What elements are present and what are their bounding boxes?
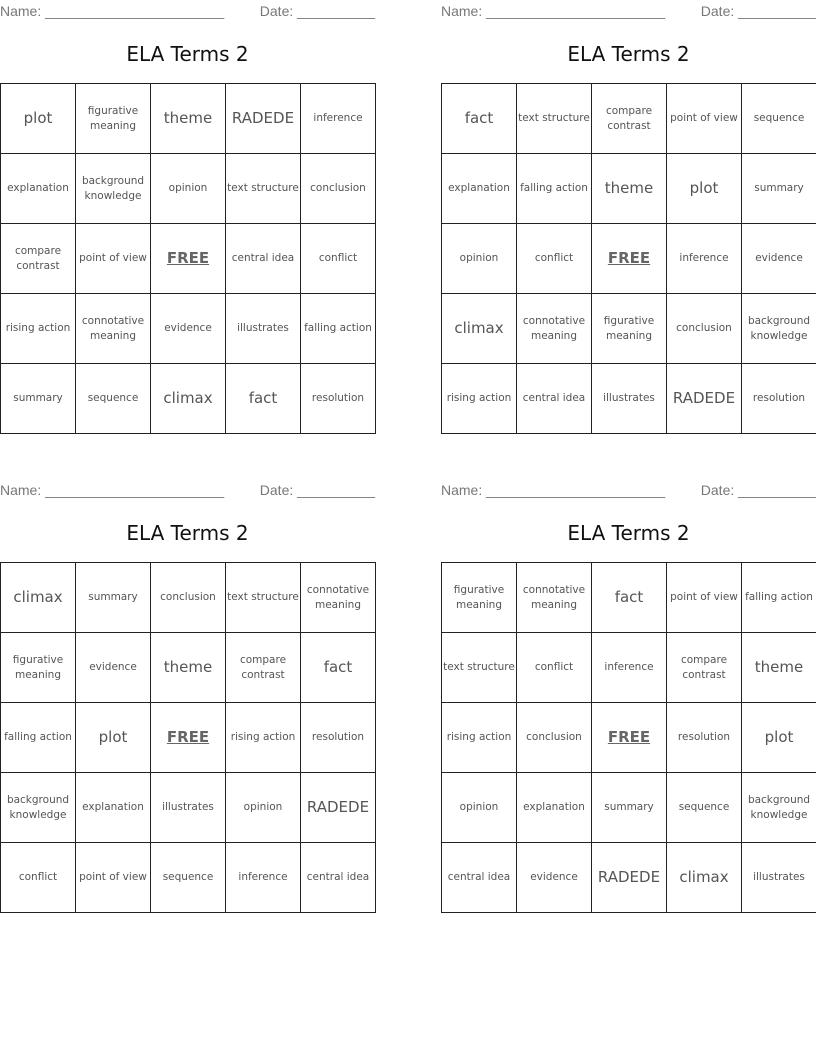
bingo-cell: compare contrast (226, 633, 301, 703)
bingo-cell: explanation (1, 154, 76, 224)
bingo-cell: inference (667, 224, 742, 294)
bingo-cell: sequence (667, 773, 742, 843)
bingo-cell: conclusion (667, 294, 742, 364)
date-line: Date: __________ (700, 3, 816, 19)
bingo-cell: falling action (742, 563, 816, 633)
bingo-cell: background knowledge (76, 154, 151, 224)
bingo-cell: text structure (226, 154, 301, 224)
date-line: Date: __________ (259, 482, 375, 498)
bingo-cell: opinion (151, 154, 226, 224)
bingo-grid (0, 562, 376, 913)
bingo-cell: central idea (226, 224, 301, 294)
bingo-cell: conflict (301, 224, 376, 294)
bingo-cell: theme (592, 154, 667, 224)
bingo-cell: opinion (442, 773, 517, 843)
bingo-cell: figurative meaning (592, 294, 667, 364)
bingo-cell: plot (1, 84, 76, 154)
bingo-row (442, 364, 816, 434)
bingo-row (1, 84, 376, 154)
bingo-cell: point of view (76, 843, 151, 913)
bingo-row (1, 563, 376, 633)
bingo-cell: conclusion (517, 703, 592, 773)
bingo-cell: falling action (517, 154, 592, 224)
card-title: ELA Terms 2 (126, 42, 249, 66)
bingo-cell: theme (151, 84, 226, 154)
bingo-row (442, 703, 816, 773)
bingo-cell: central idea (517, 364, 592, 434)
bingo-cell: background knowledge (742, 773, 816, 843)
free-space: FREE (592, 224, 667, 294)
bingo-cell: figurative meaning (1, 633, 76, 703)
bingo-cell: illustrates (151, 773, 226, 843)
bingo-cell: text structure (442, 633, 517, 703)
bingo-cell: sequence (151, 843, 226, 913)
bingo-cell: explanation (442, 154, 517, 224)
bingo-cell: text structure (517, 84, 592, 154)
bingo-cell: evidence (742, 224, 816, 294)
bingo-row (442, 633, 816, 703)
bingo-cell: evidence (517, 843, 592, 913)
bingo-cell: connotative meaning (76, 294, 151, 364)
bingo-cell: point of view (667, 84, 742, 154)
bingo-cell: conclusion (151, 563, 226, 633)
bingo-cell: summary (76, 563, 151, 633)
bingo-cell: RADEDE (226, 84, 301, 154)
bingo-cell: opinion (226, 773, 301, 843)
bingo-cell: summary (742, 154, 816, 224)
bingo-cell: connotative meaning (301, 563, 376, 633)
name-date-bar (0, 479, 375, 499)
bingo-cell: connotative meaning (517, 563, 592, 633)
bingo-cell: conflict (517, 633, 592, 703)
bingo-cell: plot (76, 703, 151, 773)
bingo-cell: resolution (301, 703, 376, 773)
bingo-cell: evidence (76, 633, 151, 703)
bingo-row (1, 364, 376, 434)
bingo-grid (0, 83, 376, 434)
bingo-cell: illustrates (592, 364, 667, 434)
name-line: Name: _______________________ (441, 482, 666, 498)
bingo-cell: rising action (442, 364, 517, 434)
bingo-cell: falling action (301, 294, 376, 364)
bingo-cell: conclusion (301, 154, 376, 224)
bingo-cell: theme (742, 633, 816, 703)
bingo-cell: point of view (76, 224, 151, 294)
bingo-cell: conflict (517, 224, 592, 294)
bingo-cell: conflict (1, 843, 76, 913)
bingo-grid (441, 562, 816, 913)
date-line: Date: __________ (700, 482, 816, 498)
card-title: ELA Terms 2 (567, 521, 690, 545)
bingo-cell: sequence (76, 364, 151, 434)
bingo-cell: explanation (76, 773, 151, 843)
bingo-cell: fact (226, 364, 301, 434)
bingo-cell: compare contrast (667, 633, 742, 703)
bingo-cell: point of view (667, 563, 742, 633)
bingo-cell: sequence (742, 84, 816, 154)
name-line: Name: _______________________ (0, 482, 225, 498)
bingo-cell: climax (151, 364, 226, 434)
bingo-cell: theme (151, 633, 226, 703)
bingo-cell: compare contrast (1, 224, 76, 294)
bingo-row (1, 633, 376, 703)
free-space: FREE (151, 703, 226, 773)
free-space: FREE (151, 224, 226, 294)
bingo-cell: compare contrast (592, 84, 667, 154)
bingo-row (442, 154, 816, 224)
bingo-row (442, 224, 816, 294)
bingo-cell: RADEDE (592, 843, 667, 913)
name-date-bar (441, 0, 816, 20)
bingo-row (1, 154, 376, 224)
name-date-bar (0, 0, 375, 20)
bingo-cell: plot (742, 703, 816, 773)
bingo-cell: climax (1, 563, 76, 633)
bingo-cell: rising action (1, 294, 76, 364)
bingo-cell: inference (592, 633, 667, 703)
bingo-cell: RADEDE (301, 773, 376, 843)
bingo-row (1, 843, 376, 913)
bingo-cell: fact (592, 563, 667, 633)
bingo-cell: climax (667, 843, 742, 913)
bingo-cell: figurative meaning (76, 84, 151, 154)
card-title: ELA Terms 2 (567, 42, 690, 66)
bingo-cell: background knowledge (1, 773, 76, 843)
bingo-row (442, 563, 816, 633)
name-date-bar (441, 479, 816, 499)
bingo-cell: rising action (226, 703, 301, 773)
bingo-cell: inference (226, 843, 301, 913)
bingo-cell: falling action (1, 703, 76, 773)
bingo-cell: summary (592, 773, 667, 843)
date-line: Date: __________ (259, 3, 375, 19)
bingo-cell: resolution (301, 364, 376, 434)
bingo-cell: illustrates (226, 294, 301, 364)
bingo-cell: RADEDE (667, 364, 742, 434)
bingo-cell: climax (442, 294, 517, 364)
bingo-cell: evidence (151, 294, 226, 364)
bingo-cell: resolution (742, 364, 816, 434)
bingo-cell: plot (667, 154, 742, 224)
card-title: ELA Terms 2 (126, 521, 249, 545)
bingo-cell: background knowledge (742, 294, 816, 364)
bingo-cell: central idea (442, 843, 517, 913)
name-line: Name: _______________________ (0, 3, 225, 19)
bingo-cell: text structure (226, 563, 301, 633)
bingo-row (1, 773, 376, 843)
bingo-cell: summary (1, 364, 76, 434)
bingo-cell: figurative meaning (442, 563, 517, 633)
bingo-cell: inference (301, 84, 376, 154)
bingo-cell: fact (442, 84, 517, 154)
bingo-grid (441, 83, 816, 434)
bingo-row (442, 84, 816, 154)
bingo-cell: fact (301, 633, 376, 703)
bingo-row (442, 294, 816, 364)
bingo-row (442, 773, 816, 843)
name-line: Name: _______________________ (441, 3, 666, 19)
bingo-cell: central idea (301, 843, 376, 913)
bingo-cell: resolution (667, 703, 742, 773)
bingo-cell: opinion (442, 224, 517, 294)
bingo-row (442, 843, 816, 913)
bingo-cell: illustrates (742, 843, 816, 913)
bingo-cell: explanation (517, 773, 592, 843)
bingo-cell: connotative meaning (517, 294, 592, 364)
free-space: FREE (592, 703, 667, 773)
bingo-row (1, 703, 376, 773)
bingo-row (1, 294, 376, 364)
bingo-cell: rising action (442, 703, 517, 773)
bingo-row (1, 224, 376, 294)
